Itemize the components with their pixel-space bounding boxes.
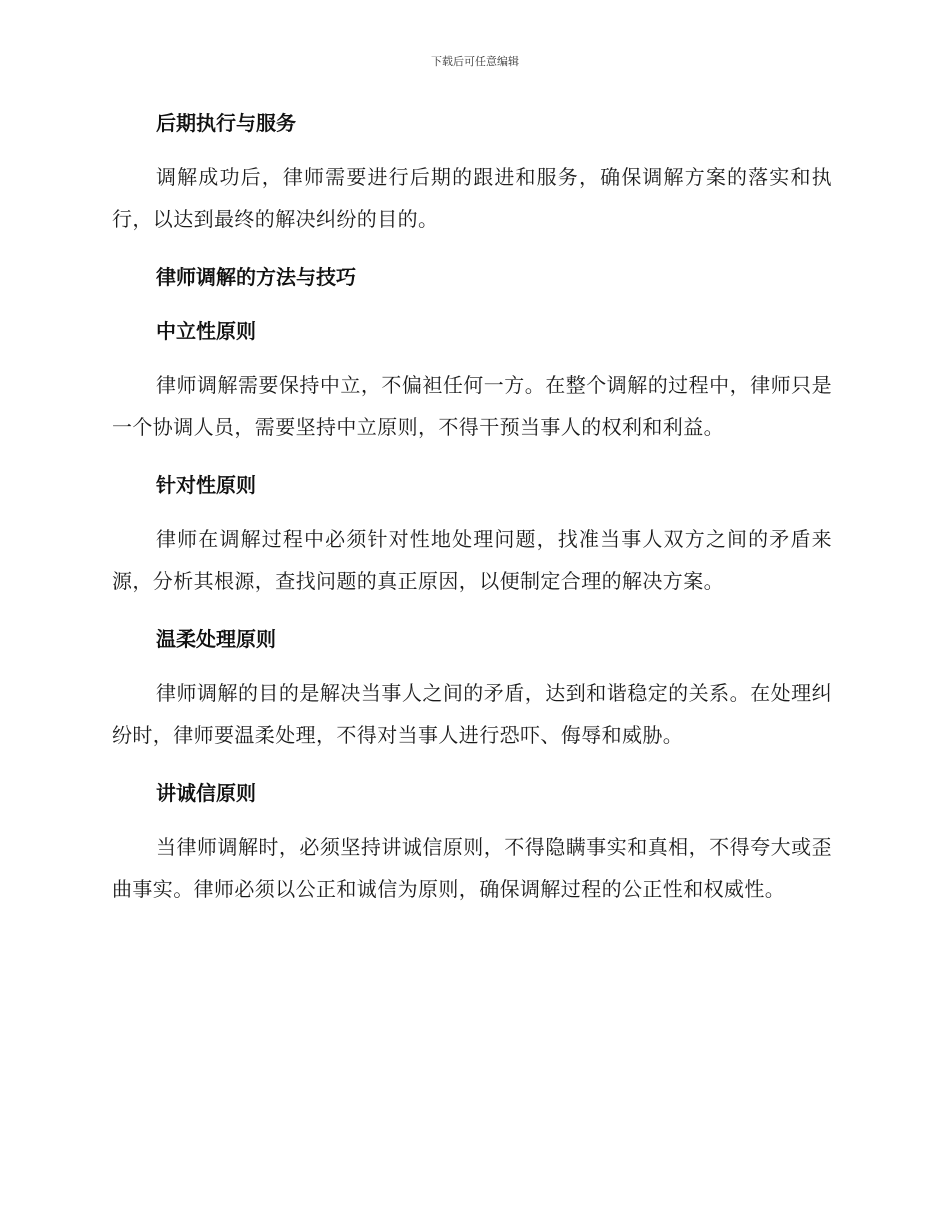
- section-heading-post-execution: 后期执行与服务: [156, 111, 296, 135]
- section-paragraph-targeted: 律师在调解过程中必须针对性地处理问题，找准当事人双方之间的矛盾来源，分析其根源，查找问题的真正原因，以便制定合理的解决方案。: [112, 527, 832, 593]
- section-paragraph-integrity: 当律师调解时，必须坚持讲诚信原则，不得隐瞒事实和真相，不得夸大或歪曲事实。律师必须以公正和诚信为原则，确保调解过程的公正性和权威性。: [112, 835, 832, 901]
- section-heading-integrity: 讲诚信原则: [156, 781, 256, 805]
- document-body: [112, 108, 832, 910]
- section-paragraph-post-execution: 调解成功后，律师需要进行后期的跟进和服务，确保调解方案的落实和执行，以达到最终的解决纠纷的目的。: [112, 165, 832, 231]
- section-heading-gentle: 温柔处理原则: [156, 627, 276, 651]
- section-heading-methods: 律师调解的方法与技巧: [156, 265, 356, 289]
- page-header: 下载后可任意编辑: [431, 55, 519, 68]
- section-heading-targeted: 针对性原则: [156, 473, 256, 497]
- section-paragraph-neutrality: 律师调解需要保持中立，不偏袒任何一方。在整个调解的过程中，律师只是一个协调人员，需要坚持中立原则，不得干预当事人的权利和利益。: [112, 373, 832, 439]
- section-heading-neutrality: 中立性原则: [156, 319, 256, 343]
- section-paragraph-gentle: 律师调解的目的是解决当事人之间的矛盾，达到和谐稳定的关系。在处理纠纷时，律师要温柔处理，不得对当事人进行恐吓、侮辱和威胁。: [112, 681, 832, 747]
